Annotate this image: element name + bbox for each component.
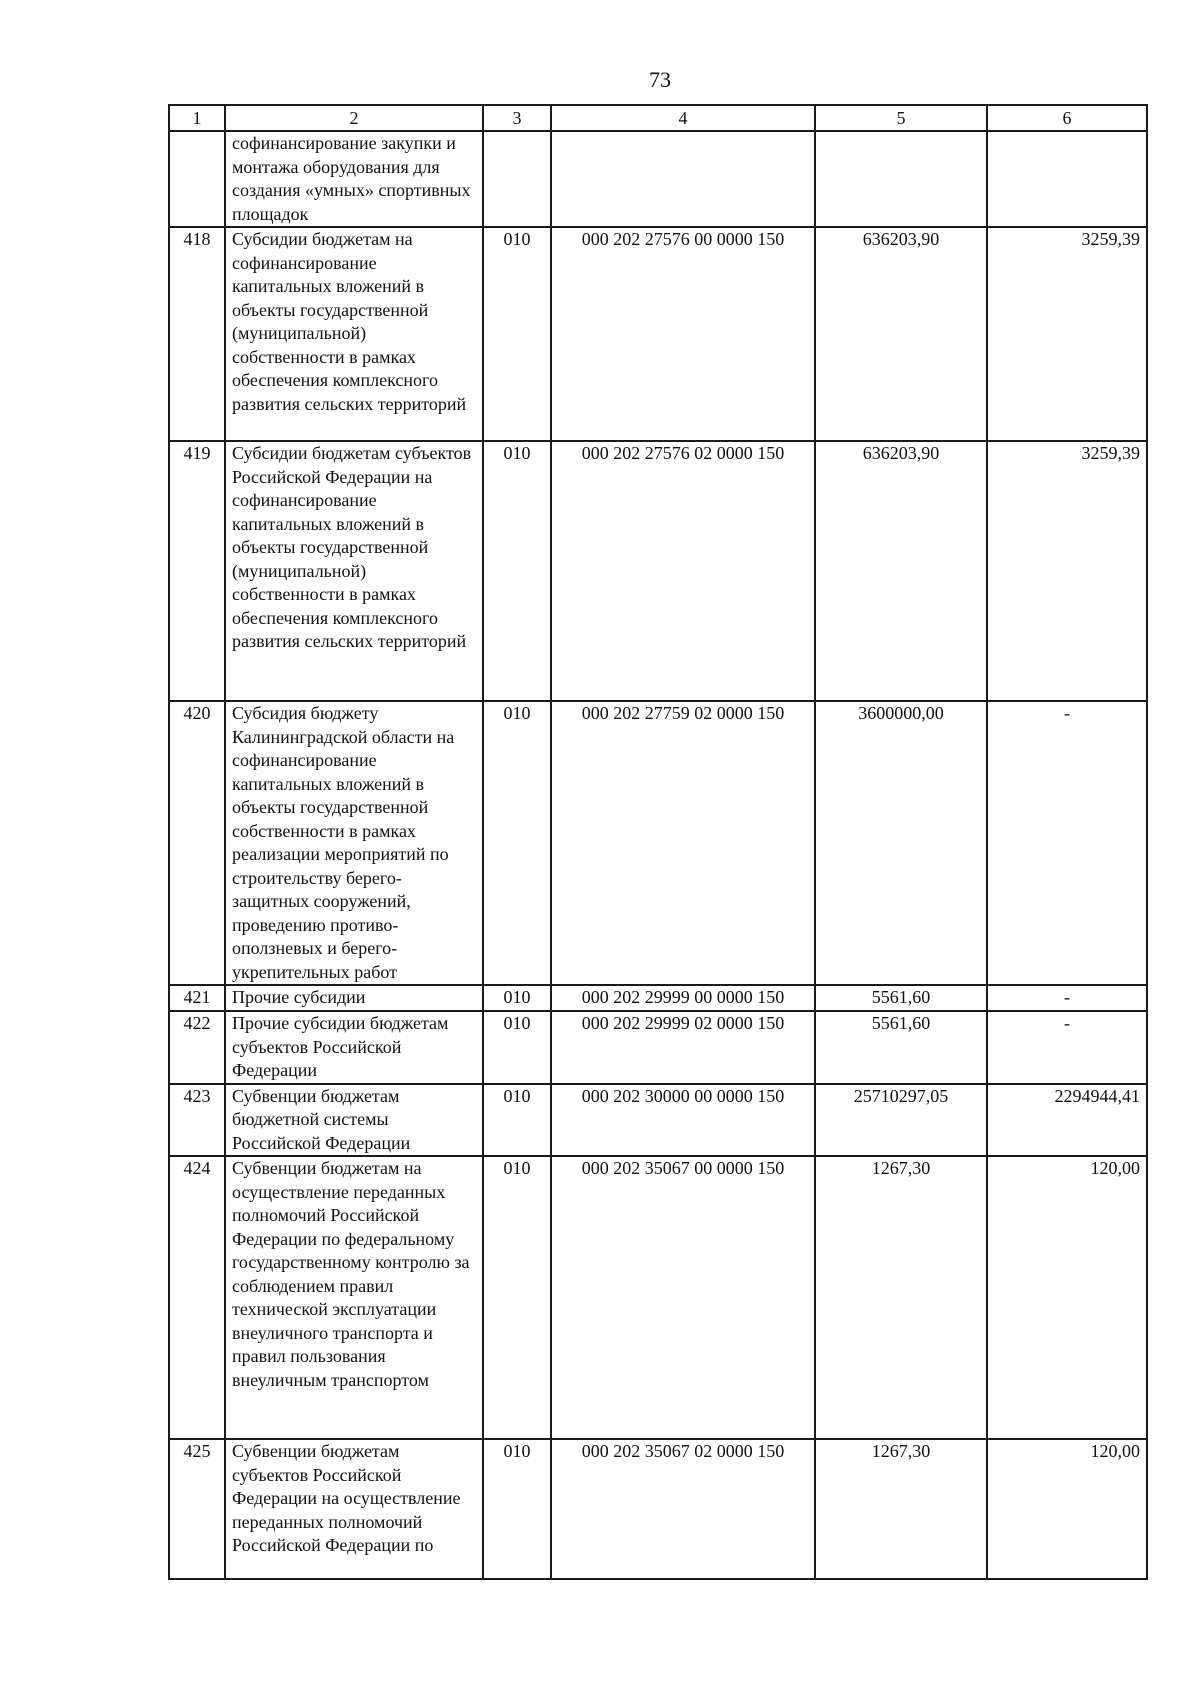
row-name: Субвенции бюджетам на осуществление переданных полномочий Российской Федерации по федеральному государственному контролю за соблюдением правил технической эксплуатации внеуличного транспорта и правил пользования внеуличным транспортом [225,1156,483,1439]
row-number: 424 [169,1156,225,1439]
row-number [169,131,225,227]
table-row [169,441,1147,701]
table-row [169,985,1147,1011]
header-col-3: 3 [483,105,551,131]
row-kbk: 000 202 27576 00 0000 150 [551,227,815,441]
header-row [169,105,1147,131]
row-number: 419 [169,441,225,701]
header-col-5: 5 [815,105,987,131]
row-code: 010 [483,1156,551,1439]
row-kbk: 000 202 30000 00 0000 150 [551,1084,815,1157]
row-kbk: 000 202 29999 02 0000 150 [551,1011,815,1084]
row-sum-col6: 3259,39 [987,227,1147,441]
row-sum-col6: 2294944,41 [987,1084,1147,1157]
row-number: 425 [169,1439,225,1579]
row-name: Субсидия бюджету Калининградской области на софинансирование капитальных вложений в объекты государственной собственности в рамках реализации мероприятий по строительству берего-защитных сооружений, проведению противо-оползневых и берего-укрепительных работ [225,701,483,985]
row-name: Субсидии бюджетам на софинансирование капитальных вложений в объекты государственной (муниципальной) собственности в рамках обеспечения комплексного развития сельских территорий [225,227,483,441]
row-code: 010 [483,1084,551,1157]
row-code: 010 [483,985,551,1011]
row-name: Прочие субсидии [225,985,483,1011]
row-number: 422 [169,1011,225,1084]
row-number: 420 [169,701,225,985]
row-kbk: 000 202 35067 00 0000 150 [551,1156,815,1439]
header-col-4: 4 [551,105,815,131]
row-code: 010 [483,227,551,441]
row-kbk: 000 202 35067 02 0000 150 [551,1439,815,1579]
table-row [169,1084,1147,1157]
row-sum-col5: 636203,90 [815,441,987,701]
header-col-2: 2 [225,105,483,131]
row-code: 010 [483,441,551,701]
header-col-1: 1 [169,105,225,131]
header-col-6: 6 [987,105,1147,131]
row-name: софинансирование закупки и монтажа оборудования для создания «умных» спортивных площадок [225,131,483,227]
row-number: 421 [169,985,225,1011]
row-sum-col5: 5561,60 [815,985,987,1011]
row-name: Субвенции бюджетам субъектов Российской Федерации на осуществление переданных полномочий Российской Федерации по [225,1439,483,1579]
row-sum-col6: - [987,985,1147,1011]
row-sum-col6: 120,00 [987,1439,1147,1579]
row-code: 010 [483,1011,551,1084]
row-sum-col6: - [987,1011,1147,1084]
row-number: 418 [169,227,225,441]
table-row [169,1011,1147,1084]
row-sum-col5: 1267,30 [815,1439,987,1579]
row-name: Субсидии бюджетам субъектов Российской Федерации на софинансирование капитальных вложений в объекты государственной (муниципальной) собственности в рамках обеспечения комплексного развития сельских территорий [225,441,483,701]
row-sum-col5 [815,131,987,227]
row-sum-col5: 3600000,00 [815,701,987,985]
row-name: Субвенции бюджетам бюджетной системы Российской Федерации [225,1084,483,1157]
row-kbk: 000 202 27759 02 0000 150 [551,701,815,985]
row-sum-col5: 25710297,05 [815,1084,987,1157]
table-row [169,131,1147,227]
table-row [169,701,1147,985]
row-sum-col6 [987,131,1147,227]
row-sum-col6: - [987,701,1147,985]
row-name: Прочие субсидии бюджетам субъектов Российской Федерации [225,1011,483,1084]
row-sum-col5: 5561,60 [815,1011,987,1084]
page-number: 73 [649,67,671,92]
table-row [169,227,1147,441]
row-kbk [551,131,815,227]
budget-table [168,104,1148,1580]
row-number: 423 [169,1084,225,1157]
row-sum-col5: 636203,90 [815,227,987,441]
row-code: 010 [483,1439,551,1579]
table-row [169,1439,1147,1579]
row-sum-col5: 1267,30 [815,1156,987,1439]
row-kbk: 000 202 27576 02 0000 150 [551,441,815,701]
table-row [169,1156,1147,1439]
row-code: 010 [483,701,551,985]
row-code [483,131,551,227]
row-kbk: 000 202 29999 00 0000 150 [551,985,815,1011]
row-sum-col6: 3259,39 [987,441,1147,701]
row-sum-col6: 120,00 [987,1156,1147,1439]
